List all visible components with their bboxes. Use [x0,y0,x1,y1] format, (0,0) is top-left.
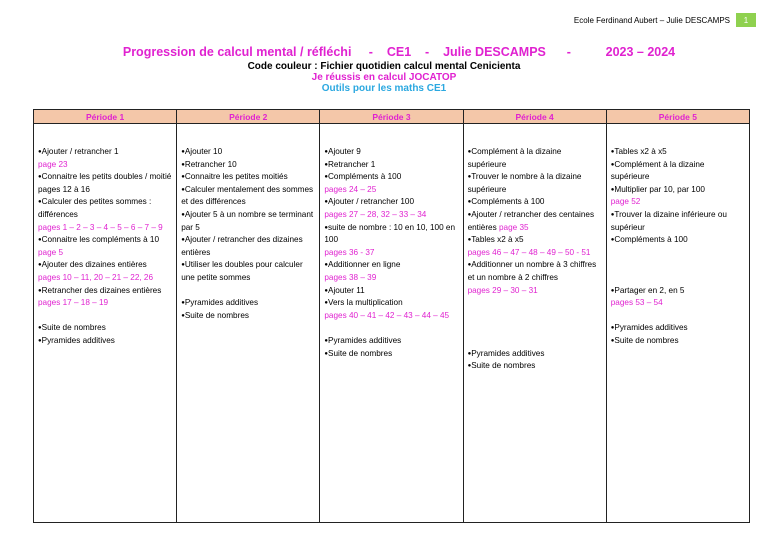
skill-item: ● Additionner en ligne [324,259,458,272]
page-reference: pages 17 – 18 – 19 [38,298,109,308]
spacer [611,259,745,272]
page-reference: pages 27 – 28, 32 – 33 – 34 [324,209,427,219]
skill-item: ● Ajouter des dizaines entières [38,259,172,272]
skill-item: ● Ajouter / retrancher des dizaines entières [181,234,315,259]
page-reference: page 52 [610,197,641,207]
skill-item: ● Complément à la dizaine supérieure [468,146,602,171]
skill-item: ● Compléments à 100 [324,171,458,184]
skill-item: ● Pyramides additives [38,335,172,348]
document-title [0,45,768,59]
skill-item: ● Retrancher 10 [181,159,315,172]
spacer [611,310,745,323]
title-text: Progression de calcul mental / réfléchi - CE1 - Julie DESCAMPS - 2023 – 2024 [122,45,676,59]
skill-item: ● Calculer mentalement des sommes et des différences [181,184,315,209]
skill-item: ● Ajouter 11 [324,285,458,298]
skill-item: ● Suite de nombres [611,335,745,348]
page-reference: pages 10 – 11, 20 – 21 – 22, 26 [38,272,154,282]
period-header-2: Période 2 [177,110,320,124]
skill-item: ● Ajouter 9 [324,146,458,159]
skill-item: ● Utiliser les doubles pour calculer une petite sommes [181,259,315,284]
skill-item: ● Pyramides additives [611,322,745,335]
skill-item: ● Trouver la dizaine inférieure ou supérieur [611,209,745,234]
jocatop-legend: Je réussis en calcul JOCATOP [311,72,457,83]
skill-item: ● Suite de nombres [38,322,172,335]
spacer [324,322,458,335]
page-reference: pages 46 – 47 – 48 – 49 – 50 - 51 [467,247,591,257]
page-reference: page 23 [38,159,68,169]
period-header-4: Période 4 [463,110,606,124]
spacer [468,297,602,310]
period-header-3: Période 3 [320,110,463,124]
progression-table [33,109,750,523]
skill-item: ● Tables x2 à x5 [468,234,602,247]
skill-item: ● Suite de nombres [468,360,602,373]
spacer [611,272,745,285]
school-name: Ecole Ferdinand Aubert – Julie DESCAMPS [573,15,730,25]
page-number-badge: 1 [736,13,756,27]
period-header-5: Période 5 [606,110,749,124]
page-reference: pages 40 – 41 – 42 – 43 – 44 – 45 [324,310,450,320]
skill-item: ● Retrancher des dizaines entières [38,285,172,298]
skill-item: ● Compléments à 100 [611,234,745,247]
skill-item: ● Connaitre les petites moitiés [181,171,315,184]
page-reference: pages 38 – 39 [324,272,377,282]
spacer [611,247,745,260]
page-reference: pages 29 – 30 – 31 [467,285,538,295]
spacer [181,285,315,298]
skill-item: ● suite de nombre : 10 en 10, 100 en 100 [324,222,458,247]
document-header [574,12,756,28]
skill-item: ● Pyramides additives [468,348,602,361]
skill-item: ● Ajouter / retrancher 1 [38,146,172,159]
skill-item: ● Ajouter 5 à un nombre se terminant par 5 [181,209,315,234]
skill-item: ● Retrancher 1 [324,159,458,172]
period-column-5 [606,124,749,523]
spacer [468,322,602,335]
skill-item: ● Vers la multiplication [324,297,458,310]
skill-item: ● Connaitre les petits doubles / moitié [38,171,172,184]
table-body-row [34,124,750,523]
page-reference: page 5 [38,247,64,257]
table-header-row [34,110,750,124]
period-column-2 [177,124,320,523]
skill-item: ● Ajouter 10 [181,146,315,159]
spacer [38,310,172,323]
skill-item: ● Additionner un nombre à 3 chiffres et un nombre à 2 chiffres [468,259,602,284]
skill-item: ● Tables x2 à x5 [611,146,745,159]
skill-item: ● Suite de nombres [324,348,458,361]
period-header-1: Période 1 [34,110,177,124]
skill-item: ● Compléments à 100 [468,196,602,209]
title-block [0,45,768,94]
skill-item: ● Connaitre les compléments à 10 [38,234,172,247]
skill-item: ● Pyramides additives [181,297,315,310]
page-reference: pages 1 – 2 – 3 – 4 – 5 – 6 – 7 – 9 [38,222,163,232]
period-column-3 [320,124,463,523]
page-reference: page 35 [496,222,529,232]
spacer [468,310,602,323]
spacer [468,335,602,348]
page-reference: pages 24 – 25 [324,184,377,194]
skill-item: ● Calculer des petites sommes : différences [38,196,172,221]
skill-item: ● Multiplier par 10, par 100 [611,184,745,197]
skill-item: ● Suite de nombres [181,310,315,323]
period-column-1 [34,124,177,523]
color-code-legend: Code couleur : Fichier quotidien calcul mental Cenicienta [247,61,521,72]
skill-item: pages 12 à 16 [38,184,90,194]
page-reference: pages 53 – 54 [610,298,663,308]
skill-item: ● Ajouter / retrancher 100 [324,196,458,209]
skill-item: ● Partager en 2, en 5 [611,285,745,298]
outils-legend: Outils pour les maths CE1 [321,83,447,94]
skill-item: ● Complément à la dizaine supérieure [611,159,745,184]
skill-item: ● Trouver le nombre à la dizaine supérieure [468,171,602,196]
page-reference: pages 36 - 37 [324,247,375,257]
skill-item: ● Ajouter / retrancher des centaines entières page 35 [468,209,602,234]
period-column-4 [463,124,606,523]
skill-item: ● Pyramides additives [324,335,458,348]
